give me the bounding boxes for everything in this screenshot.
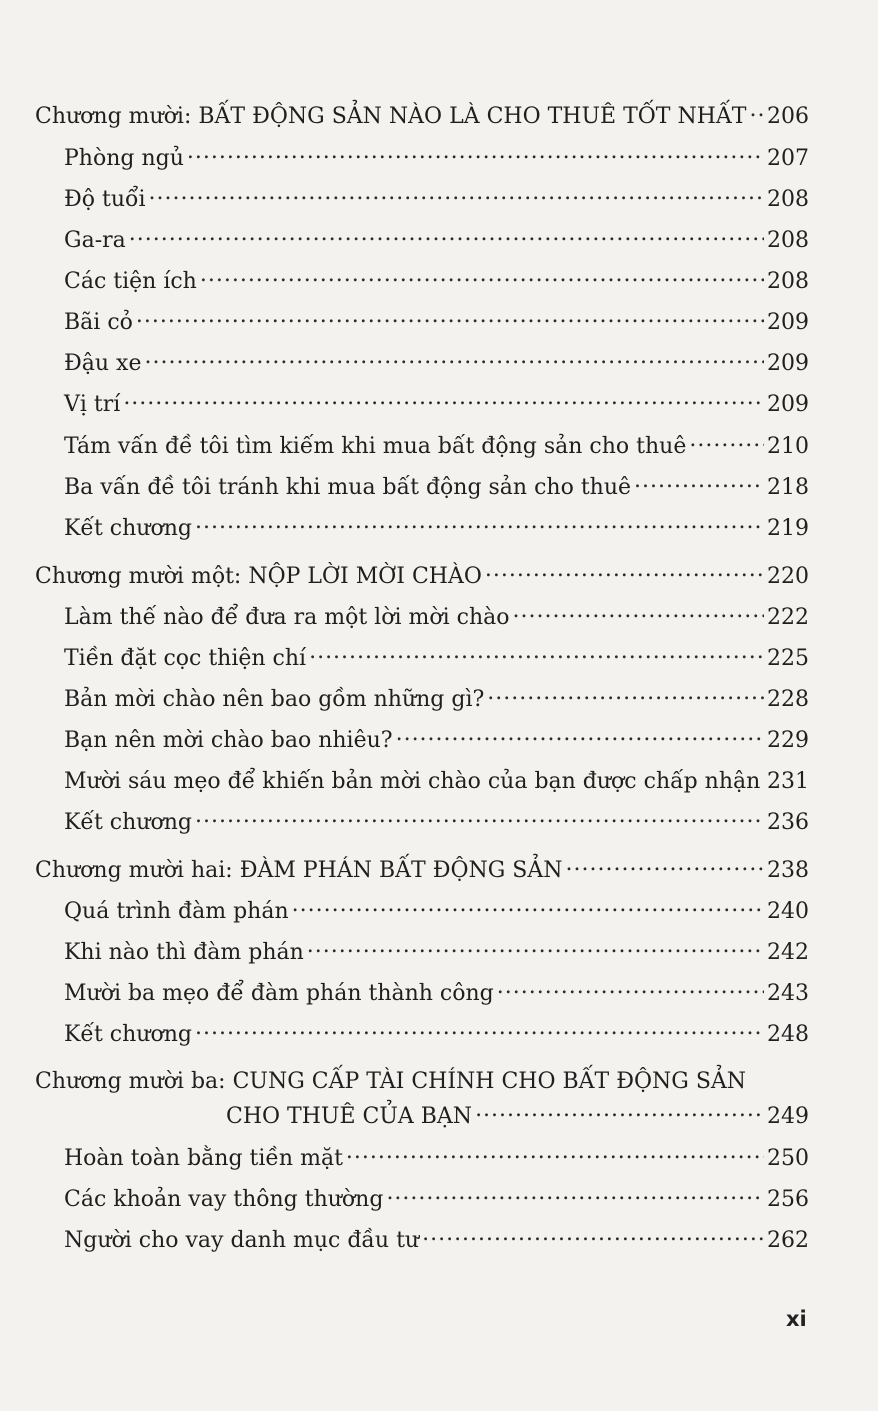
page-number: 250 [767,1146,809,1171]
section-title: Người cho vay danh mục đầu tư [64,1228,420,1253]
toc-section [64,348,809,379]
page-number: 207 [767,146,809,171]
section-title: Độ tuổi [64,187,146,212]
toc-chapter-13 [35,1067,809,1097]
chapter-title: Chương mười: BẤT ĐỘNG SẢN NÀO LÀ CHO THUÊ TỐT NHẤT [35,104,747,129]
page-number: 256 [767,1187,809,1212]
dot-leader [386,1184,764,1206]
section-title: Tám vấn đề tôi tìm kiếm khi mua bất động sản cho thuê [64,434,687,459]
dot-leader [396,725,764,747]
dot-leader [763,766,764,788]
section-title: Các tiện ích [64,269,197,294]
section-title: Bạn nên mời chào bao nhiêu? [64,728,393,753]
page-number: 206 [767,104,809,129]
page-number: 208 [767,269,809,294]
page-number: 225 [767,646,809,671]
dot-leader [149,184,764,206]
toc-section [64,1225,809,1256]
section-title: Vị trí [64,392,121,417]
section-title: Mười ba mẹo để đàm phán thành công [64,981,494,1006]
page-number: 229 [767,728,809,753]
dot-leader [497,978,764,1000]
page-number: 220 [767,564,809,589]
section-title: Làm thế nào để đưa ra một lời mời chào [64,605,510,630]
dot-leader [307,937,764,959]
page-number: 231 [767,769,809,794]
toc-section [64,184,809,215]
chapter-title: Chương mười một: NỘP LỜI MỜI CHÀO [35,564,482,589]
chapter-title-continued: CHO THUÊ CỦA BẠN [226,1104,473,1129]
dot-leader [634,472,764,494]
dot-leader [487,684,764,706]
toc-chapter-12 [35,855,809,886]
toc-chapter-10 [35,101,809,132]
chapter-title: Chương mười ba: CUNG CẤP TÀI CHÍNH CHO BẤT ĐỘNG SẢN [35,1069,747,1094]
section-title: Quá trình đàm phán [64,899,289,924]
toc-chapter-13-continued [226,1101,809,1132]
toc-section [64,431,809,462]
page-number: 240 [767,899,809,924]
dot-leader [195,807,764,829]
dot-leader [475,1101,764,1123]
page-number: 243 [767,981,809,1006]
page-number: 262 [767,1228,809,1253]
dot-leader [485,561,764,583]
page-number: 210 [767,434,809,459]
dot-leader [566,855,764,877]
toc-section [64,807,809,838]
toc-section [64,978,809,1009]
page-number: 242 [767,940,809,965]
toc-section [64,143,809,174]
section-title: Bãi cỏ [64,310,133,335]
dot-leader [195,513,764,535]
chapter-title: Chương mười hai: ĐÀM PHÁN BẤT ĐỘNG SẢN [35,858,563,883]
page-number: 238 [767,858,809,883]
dot-leader [292,896,764,918]
page-number: 218 [767,475,809,500]
section-title: Hoàn toàn bằng tiền mặt [64,1146,343,1171]
section-title: Khi nào thì đàm phán [64,940,304,965]
toc-section [64,266,809,297]
page-number: 236 [767,810,809,835]
page-number: 209 [767,392,809,417]
toc-section [64,513,809,544]
toc-section [64,602,809,633]
toc-section [64,389,809,420]
section-title: Phòng ngủ [64,146,184,171]
section-title: Kết chương [64,810,192,835]
dot-leader [129,225,764,247]
section-title: Mười sáu mẹo để khiến bản mời chào của bạn được chấp nhận [64,769,761,794]
section-title: Đậu xe [64,351,142,376]
toc-section [64,1143,809,1174]
dot-leader [200,266,764,288]
dot-leader [689,431,764,453]
page-number: 209 [767,310,809,335]
dot-leader [749,101,764,123]
dot-leader [346,1143,764,1165]
toc-section [64,766,809,797]
page-number: 208 [767,228,809,253]
dot-leader [195,1019,764,1041]
dot-leader [512,602,764,624]
toc-section [64,1184,809,1215]
page-number: 222 [767,605,809,630]
toc-section [64,684,809,715]
page-number: 248 [767,1022,809,1047]
toc-section [64,937,809,968]
dot-leader [136,307,764,329]
dot-leader [422,1225,764,1247]
toc-section [64,1019,809,1050]
section-title: Các khoản vay thông thường [64,1187,384,1212]
section-title: Kết chương [64,516,192,541]
toc-section [64,643,809,674]
section-title: Kết chương [64,1022,192,1047]
toc-section [64,225,809,256]
page-folio: xi [786,1307,807,1331]
section-title: Bản mời chào nên bao gồm những gì? [64,687,485,712]
page-number: 249 [767,1104,809,1129]
section-title: Tiền đặt cọc thiện chí [64,646,307,671]
toc-section [64,307,809,338]
toc-section [64,896,809,927]
dot-leader [309,643,764,665]
toc-chapter-11 [35,561,809,592]
page-number: 208 [767,187,809,212]
page-number: 228 [767,687,809,712]
page-number: 219 [767,516,809,541]
section-title: Ba vấn đề tôi tránh khi mua bất động sản cho thuê [64,475,632,500]
toc-section [64,472,809,503]
toc-section [64,725,809,756]
section-title: Ga-ra [64,228,126,253]
dot-leader [144,348,764,370]
dot-leader [187,143,764,165]
page-number: 209 [767,351,809,376]
dot-leader [123,389,764,411]
